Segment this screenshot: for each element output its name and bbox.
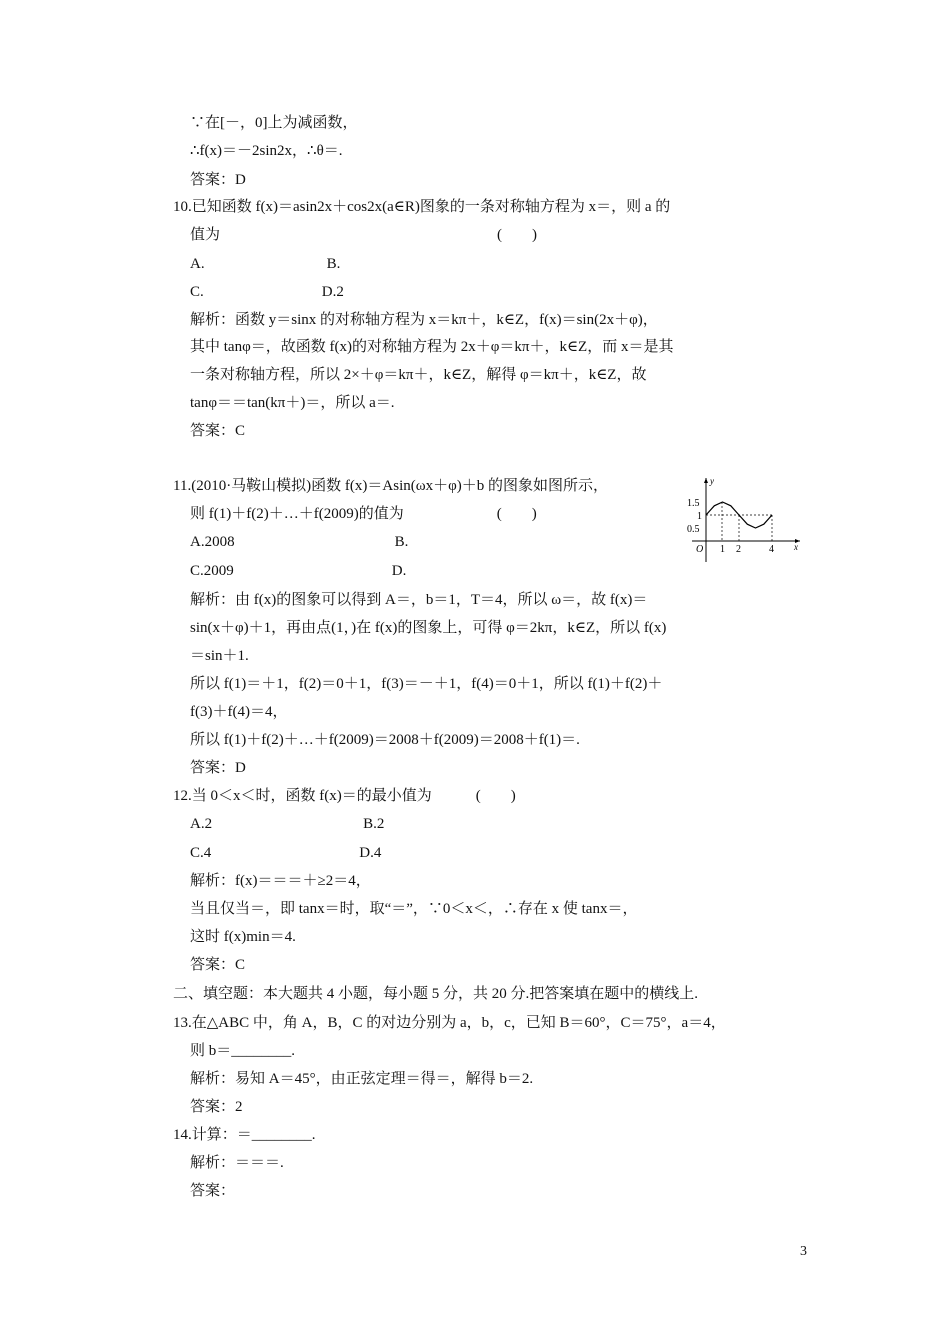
text-line — [190, 1097, 243, 1117]
text-line — [190, 618, 666, 638]
text-segment: sin(x＋φ)＋1，再由点(1，)在 f(x)的图象上，可得 φ＝2kπ，k∈Z，所以 f(x) — [190, 620, 667, 636]
text-line — [190, 758, 246, 778]
text-segment: 答案： — [190, 1183, 236, 1199]
text-line — [190, 421, 245, 441]
text-segment: 解析：f(x)＝＝＝＋≥2＝4， — [190, 873, 371, 889]
text-line — [173, 476, 608, 496]
text-segment: 答案：C — [190, 957, 246, 973]
text-segment: 二、填空题：本大题共 4 小题，每小题 5 分，共 20 分.把答案填在题中的横线上. — [173, 986, 699, 1002]
text-segment: 11.(2010·马鞍山模拟)函数 f(x)＝Asin(ωx＋φ)＋b 的图象如图所示， — [173, 478, 609, 494]
text-segment: B. — [394, 534, 409, 550]
text-segment: 解析：＝＝＝. — [190, 1155, 284, 1171]
text-line — [190, 646, 249, 666]
text-segment: ∴f(x)＝－2sin2x，∴θ＝. — [190, 143, 343, 159]
y-tick-label-1: 1 — [697, 511, 702, 522]
x-tick-label-4: 4 — [769, 544, 774, 555]
y-axis-label: y — [710, 476, 714, 486]
text-line — [190, 899, 637, 919]
text-line — [190, 532, 408, 552]
text-line — [190, 141, 343, 161]
text-segment: 解析：由 f(x)的图象可以得到 A＝，b＝1，T＝4，所以 ω＝，故 f(x)＝ — [190, 592, 648, 608]
text-segment: ∵在[－，0]上为减函数， — [190, 115, 358, 131]
text-segment: D. — [391, 563, 407, 579]
text-line — [190, 282, 344, 302]
text-segment: tanφ＝＝tan(kπ＋)＝，所以 a＝. — [190, 395, 395, 411]
text-segment: f(3)＋f(4)＝4， — [190, 704, 288, 720]
text-segment: 解析：易知 A＝45°，由正弦定理＝得＝，解得 b＝2. — [190, 1071, 534, 1087]
y-axis-arrow — [704, 478, 708, 483]
text-line — [190, 955, 245, 975]
text-line — [190, 561, 406, 581]
text-line — [190, 225, 537, 245]
text-line — [190, 170, 246, 190]
text-line — [190, 871, 371, 891]
text-line — [190, 365, 646, 385]
text-segment: 13.在△ABC 中，角 A，B，C 的对边分别为 a，b，c，已知 B＝60°，C＝75°，a＝4， — [173, 1015, 726, 1031]
text-segment: 10.已知函数 f(x)＝asin2x＋cos2x(a∈R)图象的一条对称轴方程为 x＝，则 a 的 — [173, 199, 671, 215]
origin-label: O — [696, 544, 704, 555]
text-segment: 值为 — [190, 227, 221, 243]
text-line — [190, 814, 384, 834]
text-segment: ( ) — [496, 506, 537, 522]
x-tick-label-1: 1 — [720, 544, 725, 555]
text-line — [190, 927, 296, 947]
text-segment: 当且仅当＝，即 tanx＝时，取“＝”，∵0＜x＜，∴存在 x 使 tanx＝， — [190, 901, 638, 917]
text-segment: C.2009 — [190, 563, 234, 579]
text-line — [190, 254, 340, 274]
text-segment: D.4 — [359, 845, 382, 861]
text-segment: 则 b＝________. — [190, 1043, 296, 1059]
text-line — [173, 1125, 316, 1145]
y-tick-label-0-5: 0.5 — [687, 524, 700, 535]
text-segment: D.2 — [321, 284, 344, 300]
text-line — [190, 504, 537, 524]
text-segment: 这时 f(x)min＝4. — [190, 929, 296, 945]
text-segment: 答案：C — [190, 423, 246, 439]
text-line — [190, 730, 580, 750]
text-segment: 则 f(1)＋f(2)＋…＋f(2009)的值为 — [190, 506, 404, 522]
text-line — [173, 786, 516, 806]
text-segment: 所以 f(1)＝＋1，f(2)＝0＋1，f(3)＝－＋1，f(4)＝0＋1，所以 f(1)＋f(2)＋ — [190, 676, 663, 692]
text-segment: A. — [190, 256, 205, 272]
sine-graph-figure — [684, 474, 804, 569]
text-line — [190, 674, 662, 694]
text-line — [190, 393, 395, 413]
text-line — [190, 1181, 235, 1201]
text-segment: 所以 f(1)＋f(2)＋…＋f(2009)＝2008＋f(2009)＝2008＋f(1)＝. — [190, 732, 580, 748]
page-number: 3 — [800, 1244, 807, 1259]
text-segment: A.2008 — [190, 534, 235, 550]
text-segment: 一条对称轴方程，所以 2×＋φ＝kπ＋，k∈Z，解得 φ＝kπ＋，k∈Z，故 — [190, 367, 647, 383]
text-segment: B.2 — [363, 816, 385, 832]
text-segment: ＝sin＋1. — [190, 648, 249, 664]
text-line — [173, 984, 698, 1004]
text-segment: 答案：2 — [190, 1099, 243, 1115]
text-line — [173, 197, 670, 217]
text-segment: 其中 tanφ＝，故函数 f(x)的对称轴方程为 2x＋φ＝kπ＋，k∈Z，而 x＝是其 — [190, 339, 674, 355]
text-segment: C.4 — [190, 845, 212, 861]
text-line — [190, 337, 673, 357]
text-line — [190, 590, 647, 610]
text-segment: 12.当 0＜x＜时，函数 f(x)＝的最小值为 — [173, 788, 432, 804]
text-line — [190, 310, 658, 330]
text-segment: 答案：D — [190, 172, 246, 188]
text-line — [190, 702, 287, 722]
text-line — [173, 1013, 726, 1033]
text-line — [190, 1041, 295, 1061]
text-line — [190, 113, 358, 133]
text-line — [190, 843, 381, 863]
text-line — [190, 1069, 533, 1089]
y-tick-label-1-5: 1.5 — [687, 498, 700, 509]
text-line — [190, 1153, 284, 1173]
text-segment: C. — [190, 284, 204, 300]
x-axis-label: x — [794, 542, 798, 552]
text-segment: 解析：函数 y＝sinx 的对称轴方程为 x＝kπ＋，k∈Z，f(x)＝sin(2x＋φ)， — [190, 312, 658, 328]
x-tick-label-2: 2 — [736, 544, 741, 555]
text-segment: 答案：D — [190, 760, 246, 776]
text-segment: B. — [326, 256, 341, 272]
text-segment: 14.计算：＝________. — [173, 1127, 316, 1143]
text-segment: ( ) — [497, 227, 538, 243]
text-segment: A.2 — [190, 816, 213, 832]
text-segment: ( ) — [475, 788, 516, 804]
